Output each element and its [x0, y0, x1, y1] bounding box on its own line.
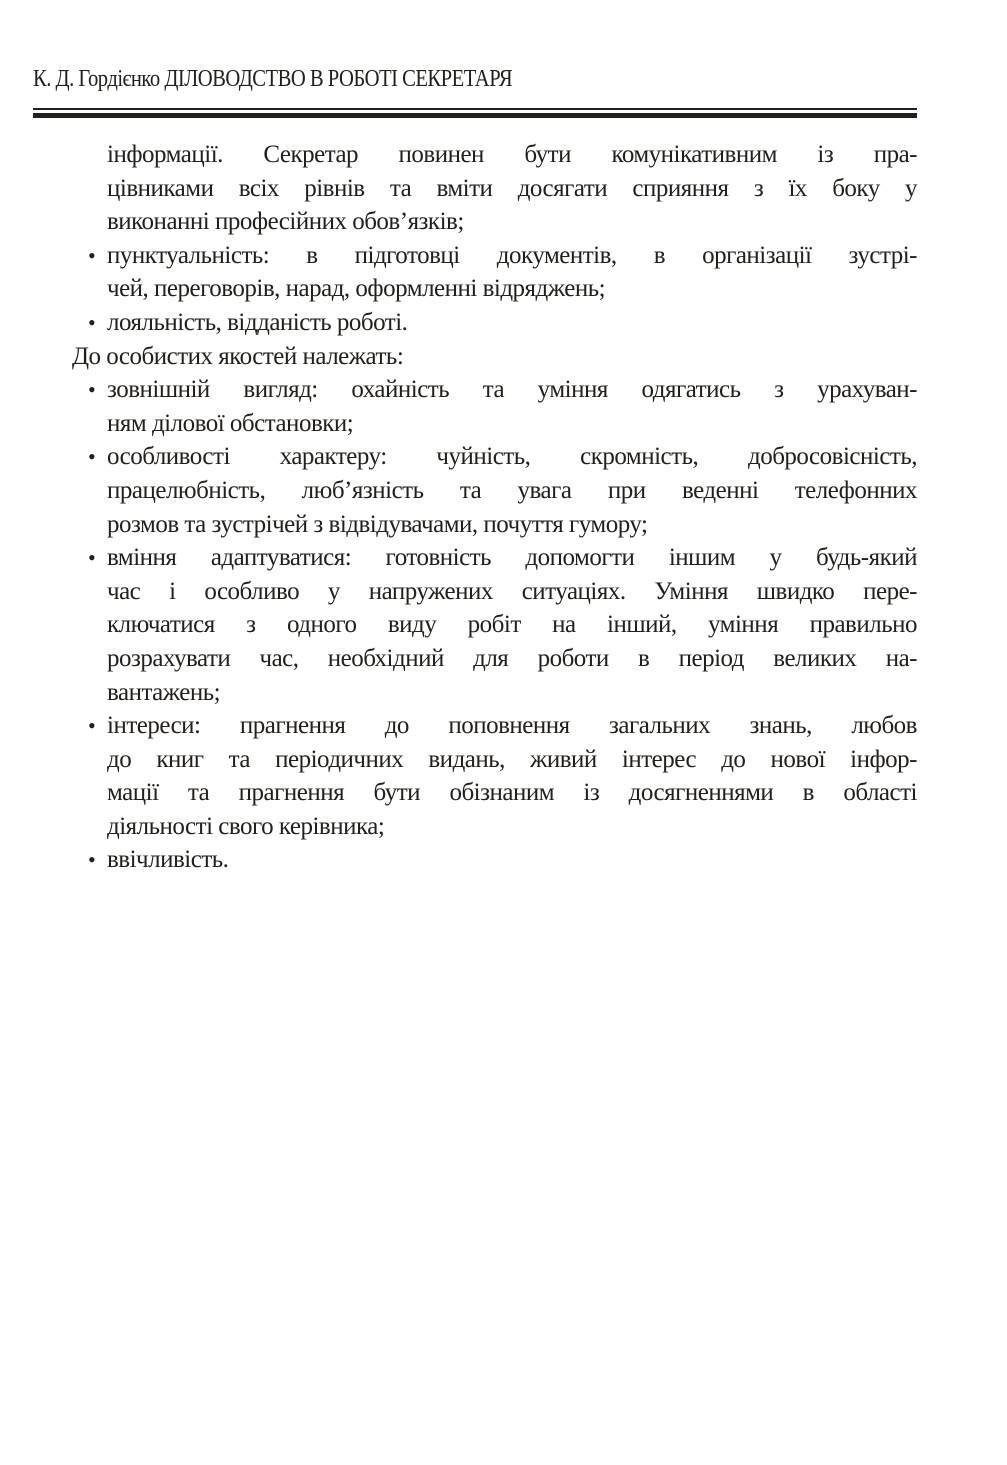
text-line: пунктуальність: в підготовці документів, в організації зустрі- [107, 241, 917, 269]
list-item [72, 306, 917, 340]
text-line: цівниками всіх рівнів та вміти досягати сприяння з їх боку у [107, 174, 917, 202]
text-line: інформації. Секретар повинен бути комунікативним із пра- [107, 141, 917, 168]
list-item [72, 239, 917, 306]
text-line: ввічливість. [107, 846, 229, 874]
bullet-icon: • [88, 242, 96, 268]
text-line: чей, переговорів, нарад, оформленні відряджень; [107, 275, 606, 303]
text-line: лояльність, відданість роботі. [107, 308, 408, 336]
bullet-icon: • [88, 545, 96, 571]
text-line: вміння адаптуватися: готовність допомогти іншим у будь-який [107, 544, 917, 572]
text-line: ключатися з одного виду робіт на інший, уміння правильно [107, 611, 917, 639]
text-line: діяльності свого керівника; [107, 812, 385, 840]
text-line: зовнішній вигляд: охайність та уміння одягатись з урахуван- [107, 376, 917, 404]
bullet-icon: • [88, 309, 96, 335]
text-line: розрахувати час, необхідний для роботи в період великих на- [107, 644, 917, 672]
list-item [72, 843, 917, 877]
list-item [72, 709, 917, 843]
list-item [72, 373, 917, 440]
bullet-icon: • [88, 444, 96, 470]
page-body [72, 138, 917, 877]
text-line: час і особливо у напружених ситуаціях. Уміння швидко пере- [107, 577, 917, 605]
text-line: вантажень; [107, 678, 221, 706]
text-line: виконанні професійних обов’язків; [107, 208, 464, 236]
bullet-icon: • [88, 847, 96, 873]
list-item [72, 541, 917, 709]
running-head: К. Д. Гордієнко ДІЛОВОДСТВО В РОБОТІ СЕКРЕТАРЯ [33, 66, 513, 92]
text-line: розмов та зустрічей з відвідувачами, почуття гумору; [107, 510, 648, 538]
text-line: до книг та періодичних видань, живий інтерес до нової інфор- [107, 745, 917, 773]
list-item [72, 440, 917, 541]
text-line: мації та прагнення бути обізнаним із досягненнями в області [107, 779, 917, 807]
header-rule-thin [33, 108, 917, 110]
text-line: ням ділової обстановки; [107, 409, 354, 437]
text-line: працелюбність, люб’язність та увага при веденні телефонних [107, 476, 917, 504]
header-rule-thick [33, 113, 917, 118]
bullet-icon: • [88, 377, 96, 403]
bullet-icon: • [88, 713, 96, 739]
continuation-paragraph [72, 138, 917, 239]
text-line: інтереси: прагнення до поповнення загальних знань, любов [107, 712, 917, 740]
section-lead-in: До особистих якостей належать: [72, 342, 404, 370]
text-line: особливості характеру: чуйність, скромність, добросовісність, [107, 443, 917, 471]
